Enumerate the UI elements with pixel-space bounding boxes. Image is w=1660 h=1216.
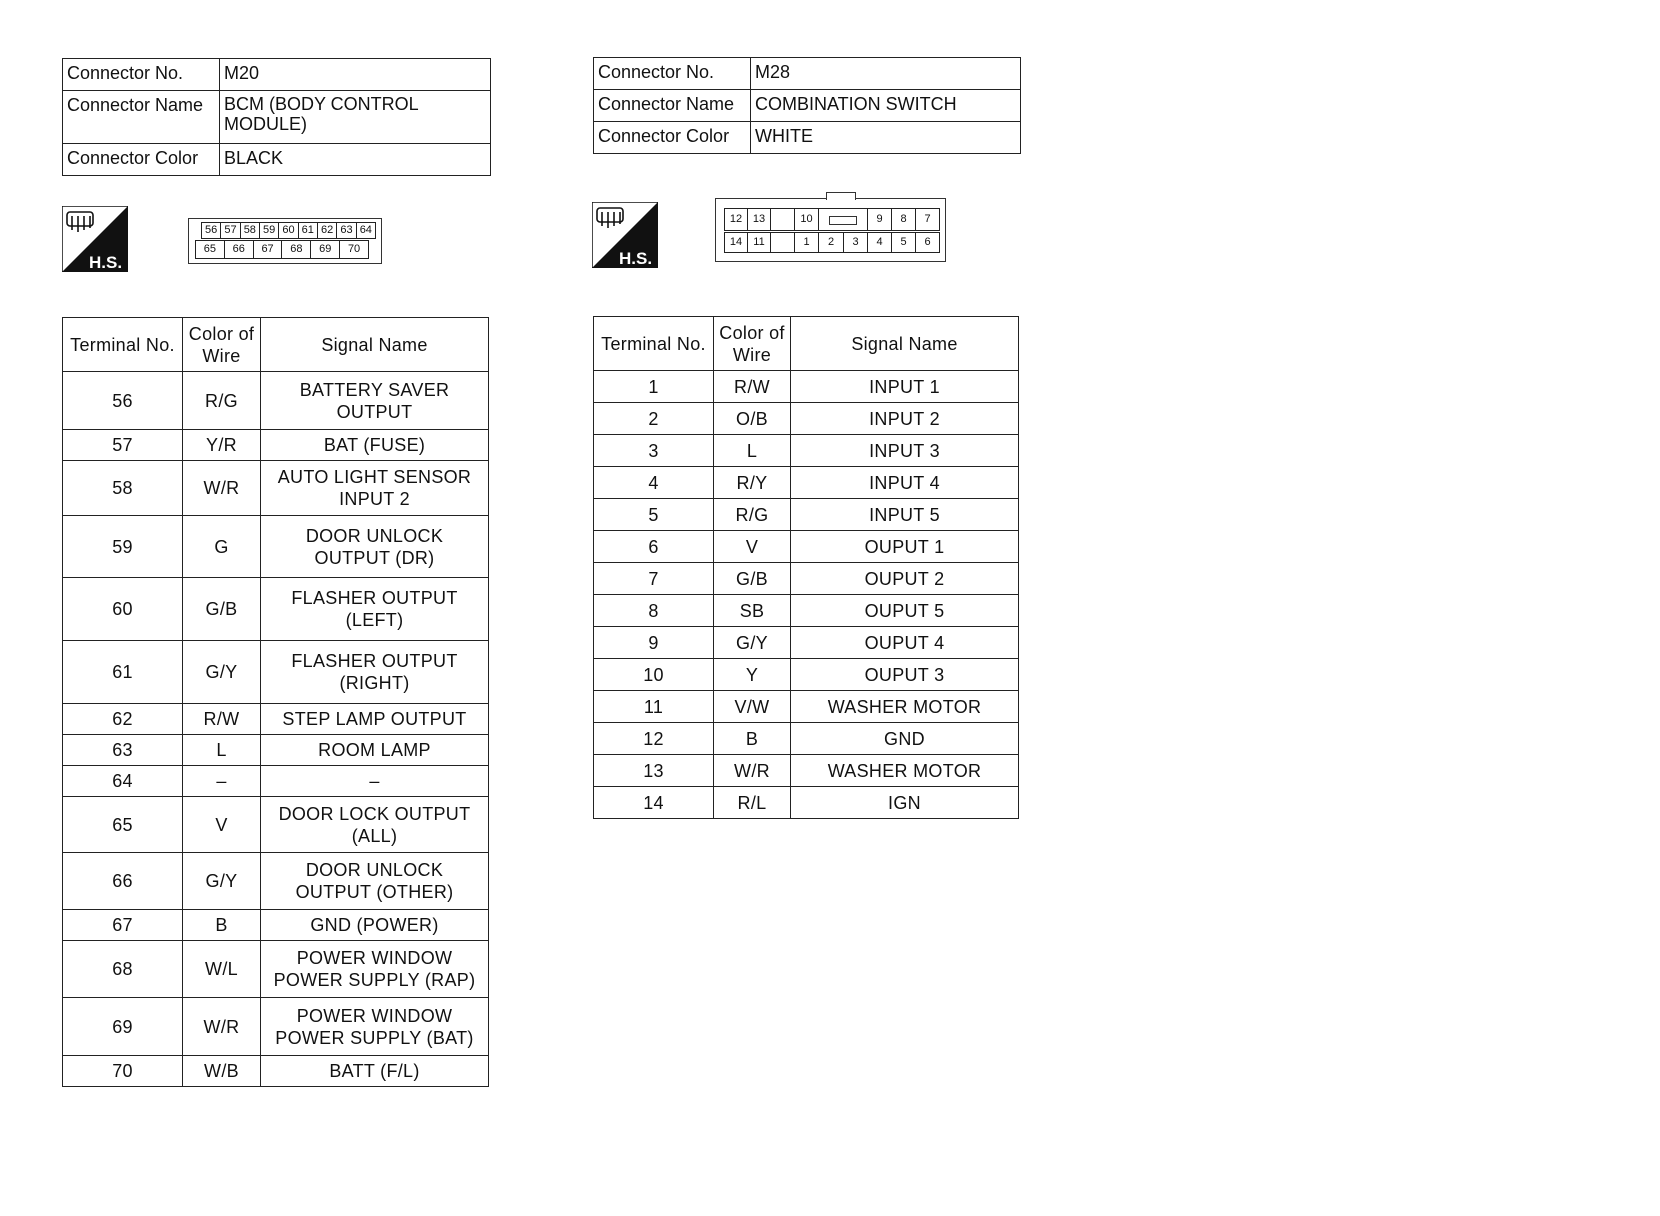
signal-name-header: Signal Name bbox=[791, 317, 1019, 371]
table-row bbox=[594, 563, 1019, 595]
signal-name-cell: GND (POWER) bbox=[261, 910, 489, 941]
wire-color-cell: O/B bbox=[714, 403, 791, 435]
pin-cell: 5 bbox=[892, 233, 916, 253]
table-row bbox=[63, 578, 489, 641]
wire-color-cell: W/R bbox=[183, 461, 261, 516]
pin-cell: 59 bbox=[259, 223, 278, 239]
wire-color-cell: G/Y bbox=[714, 627, 791, 659]
signal-name-cell: ROOM LAMP bbox=[261, 735, 489, 766]
terminal-no-cell: 3 bbox=[594, 435, 714, 467]
table-row bbox=[594, 755, 1019, 787]
table-row bbox=[63, 910, 489, 941]
wire-color-cell: Y bbox=[714, 659, 791, 691]
terminal-no-cell: 10 bbox=[594, 659, 714, 691]
wire-color-cell: W/B bbox=[183, 1056, 261, 1087]
connector-no-value: M28 bbox=[751, 58, 1021, 90]
connector-no-value: M20 bbox=[220, 59, 491, 91]
signal-name-cell: IGN bbox=[791, 787, 1019, 819]
table-row bbox=[594, 723, 1019, 755]
pin-cell: 7 bbox=[916, 209, 940, 231]
pin-cell: 12 bbox=[725, 209, 748, 231]
m20-connector-face bbox=[188, 218, 382, 264]
signal-name-cell: FLASHER OUTPUT (RIGHT) bbox=[261, 641, 489, 704]
signal-name-cell: AUTO LIGHT SENSOR INPUT 2 bbox=[261, 461, 489, 516]
m20-connector-info bbox=[62, 58, 491, 176]
table-row bbox=[63, 704, 489, 735]
table-row bbox=[63, 735, 489, 766]
m28-connector-latch bbox=[826, 192, 856, 200]
m20-pin-row-bottom bbox=[195, 240, 369, 259]
wire-color-cell: G/B bbox=[183, 578, 261, 641]
pin-cell: 6 bbox=[916, 233, 940, 253]
table-row bbox=[594, 691, 1019, 723]
m28-pin-row-bottom bbox=[724, 232, 940, 253]
connector-color-label: Connector Color bbox=[63, 144, 220, 176]
wire-color-cell: R/Y bbox=[714, 467, 791, 499]
table-row bbox=[63, 1056, 489, 1087]
signal-name-cell: FLASHER OUTPUT (LEFT) bbox=[261, 578, 489, 641]
m20-pin-row-top bbox=[201, 222, 376, 239]
wire-color-cell: G/B bbox=[714, 563, 791, 595]
wire-color-cell: W/R bbox=[183, 998, 261, 1056]
wire-color-cell: R/G bbox=[714, 499, 791, 531]
wire-color-cell: G/Y bbox=[183, 641, 261, 704]
signal-name-cell: INPUT 3 bbox=[791, 435, 1019, 467]
table-row bbox=[594, 467, 1019, 499]
signal-name-cell: WASHER MOTOR bbox=[791, 691, 1019, 723]
pin-cell: 57 bbox=[221, 223, 240, 239]
pin-cell: 60 bbox=[279, 223, 298, 239]
m28-connector-info bbox=[593, 57, 1021, 154]
table-row bbox=[63, 766, 489, 797]
signal-name-cell: INPUT 2 bbox=[791, 403, 1019, 435]
pin-cell: 63 bbox=[337, 223, 356, 239]
signal-name-cell: OUPUT 4 bbox=[791, 627, 1019, 659]
pin-cell: 10 bbox=[795, 209, 819, 231]
wire-color-cell: V bbox=[714, 531, 791, 563]
table-row bbox=[594, 499, 1019, 531]
signal-name-cell: GND bbox=[791, 723, 1019, 755]
terminal-no-cell: 6 bbox=[594, 531, 714, 563]
signal-name-cell: POWER WINDOW POWER SUPPLY (BAT) bbox=[261, 998, 489, 1056]
signal-name-cell: WASHER MOTOR bbox=[791, 755, 1019, 787]
terminal-no-cell: 11 bbox=[594, 691, 714, 723]
table-row bbox=[594, 659, 1019, 691]
pin-cell: 9 bbox=[868, 209, 892, 231]
signal-name-cell: OUPUT 3 bbox=[791, 659, 1019, 691]
table-row bbox=[594, 531, 1019, 563]
table-row bbox=[63, 941, 489, 998]
terminal-no-cell: 64 bbox=[63, 766, 183, 797]
connector-color-label: Connector Color bbox=[594, 122, 751, 154]
pin-cell: 14 bbox=[725, 233, 748, 253]
pin-cell: 70 bbox=[340, 241, 369, 259]
wire-color-cell: R/G bbox=[183, 372, 261, 430]
terminal-no-cell: 12 bbox=[594, 723, 714, 755]
pin-cell: 62 bbox=[317, 223, 336, 239]
terminal-no-header: Terminal No. bbox=[63, 318, 183, 372]
terminal-no-cell: 67 bbox=[63, 910, 183, 941]
terminal-no-cell: 2 bbox=[594, 403, 714, 435]
terminal-no-cell: 61 bbox=[63, 641, 183, 704]
terminal-no-cell: 68 bbox=[63, 941, 183, 998]
wire-color-cell: G/Y bbox=[183, 853, 261, 910]
pin-cell: 66 bbox=[224, 241, 253, 259]
terminal-no-cell: 58 bbox=[63, 461, 183, 516]
terminal-no-cell: 5 bbox=[594, 499, 714, 531]
terminal-no-cell: 62 bbox=[63, 704, 183, 735]
signal-name-cell: DOOR LOCK OUTPUT (ALL) bbox=[261, 797, 489, 853]
signal-name-cell: – bbox=[261, 766, 489, 797]
pin-cell: 3 bbox=[844, 233, 868, 253]
pin-cell: 58 bbox=[240, 223, 259, 239]
table-row bbox=[63, 853, 489, 910]
pin-cell: 67 bbox=[253, 241, 282, 259]
color-of-wire-header: Color of Wire bbox=[183, 318, 261, 372]
signal-name-cell: STEP LAMP OUTPUT bbox=[261, 704, 489, 735]
table-row bbox=[594, 403, 1019, 435]
connector-name-value: BCM (BODY CONTROL MODULE) bbox=[220, 91, 491, 144]
terminal-no-header: Terminal No. bbox=[594, 317, 714, 371]
pin-cell: 2 bbox=[819, 233, 844, 253]
wire-color-cell: B bbox=[183, 910, 261, 941]
signal-name-cell: INPUT 4 bbox=[791, 467, 1019, 499]
terminal-no-cell: 14 bbox=[594, 787, 714, 819]
terminal-no-cell: 66 bbox=[63, 853, 183, 910]
table-row bbox=[63, 372, 489, 430]
connector-color-value: BLACK bbox=[220, 144, 491, 176]
color-of-wire-header: Color of Wire bbox=[714, 317, 791, 371]
harness-side-icon bbox=[592, 202, 658, 268]
terminal-no-cell: 59 bbox=[63, 516, 183, 578]
wire-color-cell: R/W bbox=[183, 704, 261, 735]
pin-cell: 4 bbox=[868, 233, 892, 253]
pin-cell: 11 bbox=[748, 233, 771, 253]
terminal-no-cell: 9 bbox=[594, 627, 714, 659]
terminal-no-cell: 69 bbox=[63, 998, 183, 1056]
table-row bbox=[594, 371, 1019, 403]
pin-cell: 56 bbox=[202, 223, 221, 239]
wire-color-cell: L bbox=[183, 735, 261, 766]
terminal-no-cell: 65 bbox=[63, 797, 183, 853]
m28-lock-slot bbox=[829, 216, 857, 225]
m20-signal-table bbox=[62, 317, 489, 1087]
table-row bbox=[63, 461, 489, 516]
terminal-no-cell: 57 bbox=[63, 430, 183, 461]
signal-name-cell: DOOR UNLOCK OUTPUT (OTHER) bbox=[261, 853, 489, 910]
terminal-no-cell: 56 bbox=[63, 372, 183, 430]
pin-cell: 1 bbox=[795, 233, 819, 253]
signal-name-cell: OUPUT 2 bbox=[791, 563, 1019, 595]
table-row bbox=[63, 797, 489, 853]
wire-color-cell: W/R bbox=[714, 755, 791, 787]
signal-name-cell: BATT (F/L) bbox=[261, 1056, 489, 1087]
connector-no-label: Connector No. bbox=[63, 59, 220, 91]
table-row bbox=[594, 627, 1019, 659]
pin-cell bbox=[771, 233, 795, 253]
wire-color-cell: V/W bbox=[714, 691, 791, 723]
harness-side-icon bbox=[62, 206, 128, 272]
wire-color-cell: L bbox=[714, 435, 791, 467]
hs-label: H.S. bbox=[619, 249, 653, 268]
terminal-no-cell: 1 bbox=[594, 371, 714, 403]
hs-label: H.S. bbox=[89, 253, 123, 272]
connector-no-label: Connector No. bbox=[594, 58, 751, 90]
connector-name-label: Connector Name bbox=[63, 91, 220, 144]
table-row bbox=[594, 435, 1019, 467]
wire-color-cell: V bbox=[183, 797, 261, 853]
pin-cell: 64 bbox=[356, 223, 375, 239]
signal-name-cell: INPUT 1 bbox=[791, 371, 1019, 403]
terminal-no-cell: 8 bbox=[594, 595, 714, 627]
signal-name-cell: OUPUT 1 bbox=[791, 531, 1019, 563]
signal-name-cell: BATTERY SAVER OUTPUT bbox=[261, 372, 489, 430]
terminal-no-cell: 7 bbox=[594, 563, 714, 595]
pin-cell: 13 bbox=[748, 209, 771, 231]
terminal-no-cell: 4 bbox=[594, 467, 714, 499]
signal-name-cell: BAT (FUSE) bbox=[261, 430, 489, 461]
signal-name-cell: OUPUT 5 bbox=[791, 595, 1019, 627]
table-row bbox=[63, 430, 489, 461]
table-row bbox=[594, 787, 1019, 819]
terminal-no-cell: 13 bbox=[594, 755, 714, 787]
wire-color-cell: B bbox=[714, 723, 791, 755]
signal-name-cell: INPUT 5 bbox=[791, 499, 1019, 531]
pin-cell: 8 bbox=[892, 209, 916, 231]
table-row bbox=[63, 641, 489, 704]
terminal-no-cell: 63 bbox=[63, 735, 183, 766]
pin-cell bbox=[771, 209, 795, 231]
pin-cell: 61 bbox=[298, 223, 317, 239]
pin-cell: 69 bbox=[311, 241, 340, 259]
wire-color-cell: – bbox=[183, 766, 261, 797]
wire-color-cell: R/W bbox=[714, 371, 791, 403]
wire-color-cell: G bbox=[183, 516, 261, 578]
connector-name-label: Connector Name bbox=[594, 90, 751, 122]
wire-color-cell: SB bbox=[714, 595, 791, 627]
terminal-no-cell: 70 bbox=[63, 1056, 183, 1087]
signal-name-cell: POWER WINDOW POWER SUPPLY (RAP) bbox=[261, 941, 489, 998]
m28-connector-face bbox=[715, 198, 946, 262]
connector-color-value: WHITE bbox=[751, 122, 1021, 154]
wire-color-cell: W/L bbox=[183, 941, 261, 998]
wire-color-cell: Y/R bbox=[183, 430, 261, 461]
table-row bbox=[63, 516, 489, 578]
signal-name-header: Signal Name bbox=[261, 318, 489, 372]
signal-name-cell: DOOR UNLOCK OUTPUT (DR) bbox=[261, 516, 489, 578]
connector-name-value: COMBINATION SWITCH bbox=[751, 90, 1021, 122]
pin-cell: 65 bbox=[196, 241, 225, 259]
terminal-no-cell: 60 bbox=[63, 578, 183, 641]
pin-cell: 68 bbox=[282, 241, 311, 259]
table-row bbox=[63, 998, 489, 1056]
wire-color-cell: R/L bbox=[714, 787, 791, 819]
table-row bbox=[594, 595, 1019, 627]
m28-signal-table bbox=[593, 316, 1019, 819]
